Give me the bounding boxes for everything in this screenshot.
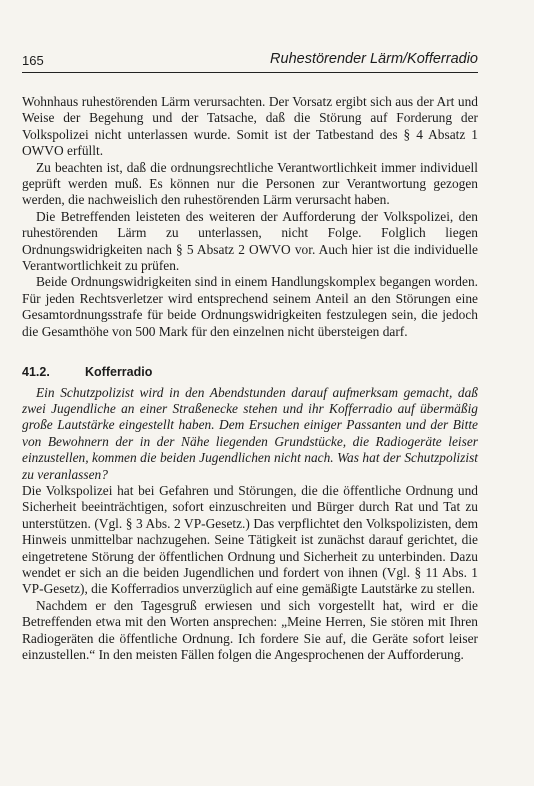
paragraph: Nachdem er den Tagesgruß erwiesen und sich vorgestellt hat, wird er die Betreffenden etwa mit den Worten ansprechen: „Meine Herren, Sie stören mit Ihren Radiogeräten die öffentliche Ordnung. Ich fordere Sie auf, die Geräte sofort leiser einzustellen.“ In den meisten Fällen folgen die Angesprochenen der Aufforderung. bbox=[22, 597, 478, 662]
section-heading bbox=[22, 364, 478, 380]
section-number: 41.2. bbox=[22, 365, 50, 380]
case-description: Ein Schutzpolizist wird in den Abendstunden darauf aufmerksam gemacht, daß zwei Jugendliche an einer Straßenecke stehen und ihr Kofferradio auf übermäßig große Lautstärke eingestellt haben. Dem Ersuchen einiger Passanten und der Bitte von Bewohnern der in der Nähe liegenden Grundstücke, die Radiogeräte leiser einzustellen, kommen die beiden Jugendlichen nicht nach. Was hat der Schutzpolizist zu veranlassen? bbox=[22, 384, 478, 482]
section-title: Kofferradio bbox=[85, 365, 153, 380]
page-header bbox=[22, 50, 478, 73]
paragraph: Wohnhaus ruhestörenden Lärm verursachten. Der Vorsatz ergibt sich aus der Art und Weise der Begehung und der Tatsache, daß die Störung auf Forderung der Volkspolizei nicht unterlassen wurde. Somit ist der Tatbestand des § 4 Absatz 1 OWVO erfüllt. bbox=[22, 94, 478, 159]
paragraph: Die Betreffenden leisteten des weiteren der Aufforderung der Volkspolizei, den ruhestörenden Lärm zu unterlassen, nicht Folge. Folglich liegen Ordnungswidrigkeiten nach § 5 Absatz 2 OWVO vor. Auch hier ist die individuelle Verantwortlichkeit zu prüfen. bbox=[22, 208, 478, 274]
page-body bbox=[22, 94, 478, 663]
paragraph: Zu beachten ist, daß die ordnungsrechtliche Verantwortlichkeit immer individuell geprüft werden muß. Es können nur die Personen zur Verantwortung gezogen werden, die nachweislich den ruhestörenden Lärm verursacht haben. bbox=[22, 159, 478, 208]
paragraph: Die Volkspolizei hat bei Gefahren und Störungen, die die öffentliche Ordnung und Sicherheit beeinträchtigen, sofort einzuschreiten und Bürger durch Rat und Tat zu unterstützen. (Vgl. § 3 Abs. 2 VP-Gesetz.) Das verpflichtet den Volkspolizisten, dem Hinweis unmittelbar nachzugehen. Seine Tätigkeit ist zunächst darauf gerichtet, die eingetretene Störung der öffentlichen Ordnung und Sicherheit zu unterbinden. Dazu wendet er sich an die beiden Jugendlichen und fordert von ihnen (Vgl. § 11 Abs. 1 VP-Gesetz), die Kofferradios unverzüglich auf eine gemäßigte Lautstärke zu stellen. bbox=[22, 482, 478, 597]
page-number: 165 bbox=[22, 53, 44, 68]
running-title: Ruhestörender Lärm/Kofferradio bbox=[270, 51, 478, 67]
paragraph: Beide Ordnungswidrigkeiten sind in einem Handlungskomplex begangen worden. Für jeden Rechtsverletzer wird entsprechend seinem Anteil an den Störungen eine Gesamtordnungsstrafe für beide Ordnungswidrigkeiten festzulegen sein, die jedoch die Gesamthöhe von 500 Mark für den einzelnen nicht übersteigen darf. bbox=[22, 274, 478, 339]
